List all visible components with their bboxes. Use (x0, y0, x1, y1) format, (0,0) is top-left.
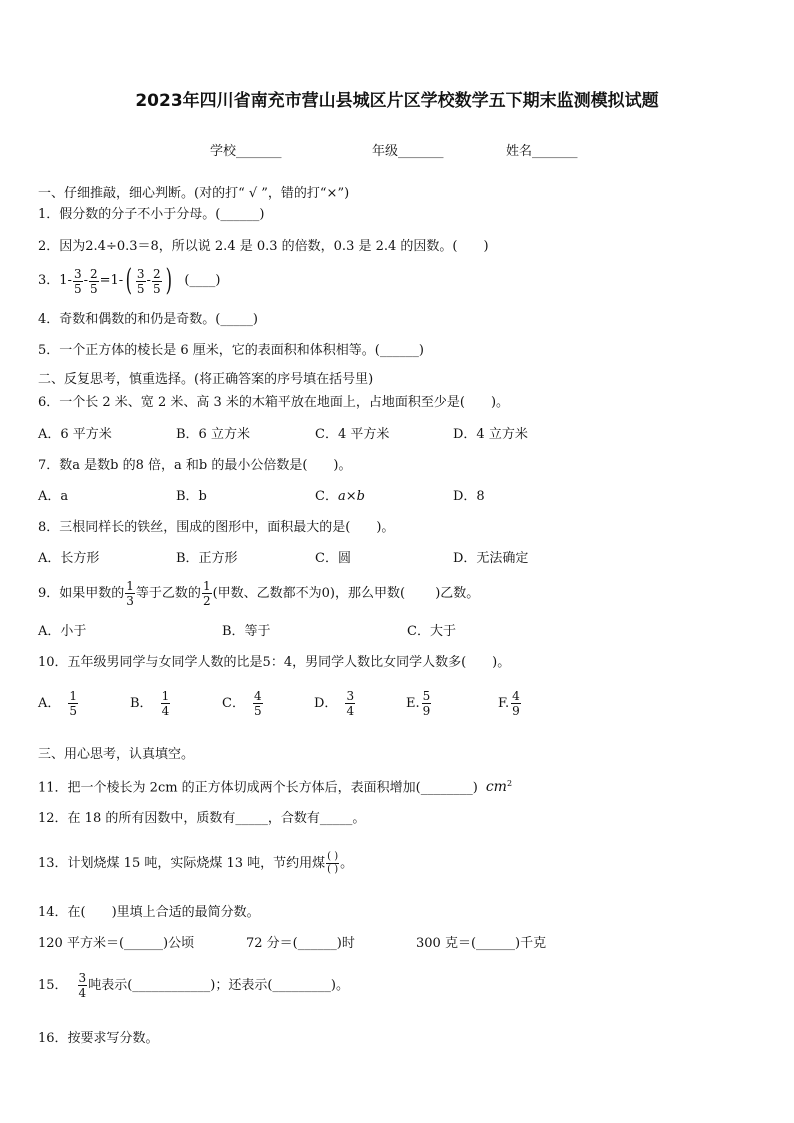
q10-option-e: E. $\frac{5}{9}$ (406, 689, 431, 718)
q3-right-paren: ) (165, 263, 172, 298)
q7-option-d: D．8 (453, 489, 485, 504)
q7-option-b: B．b (176, 489, 207, 504)
q3-fraction-2: $\frac{2}{5}$ (89, 266, 98, 296)
q14-item-3: 300 克＝(______)千克 (416, 936, 547, 951)
grade-blank: _______ (398, 144, 444, 159)
q3-answer: (____) (184, 273, 221, 288)
q15-text: 吨表示(____________)；还表示(_________)。 (88, 977, 349, 993)
q10-f-fraction: $\frac{4}{9}$ (512, 689, 520, 718)
q8-option-c: C．圆 (315, 551, 351, 566)
q3-fraction-1: $\frac{3}{5}$ (73, 266, 82, 296)
q7-option-a: A．a (38, 489, 69, 504)
q11-text: 11．把一个棱长为 2cm 的正方体切成两个长方体后，表面积增加(________) (38, 780, 478, 796)
q10-option-d: D． $\frac{3}{4}$ (314, 689, 355, 718)
question-8: 8．三根同样长的铁丝，围成的图形中，面积最大的是( )。 (38, 520, 395, 535)
question-9 (38, 580, 479, 607)
q8-option-a: A．长方形 (38, 551, 100, 566)
question-5: 5．一个正方体的棱长是 6 厘米，它的表面积和体积相等。(______) (38, 343, 424, 358)
q3-minus-1: - (83, 273, 88, 288)
q13-fraction: $\frac{( )}{( )}$ (327, 851, 339, 875)
question-11 (38, 775, 512, 797)
section2-heading: 二、反复思考，慎重选择。(将正确答案的序号填在括号里) (38, 372, 374, 387)
question-16: 16．按要求写分数。 (38, 1031, 159, 1046)
question-6: 6．一个长 2 米、宽 2 米、高 3 米的木箱平放在地面上，占地面积至少是( )。 (38, 395, 510, 410)
q10-b-fraction: $\frac{1}{4}$ (161, 689, 170, 718)
q3-minus-2: - (146, 273, 151, 288)
q8-option-b: B．正方形 (176, 551, 238, 566)
q9-option-a: A．小于 (38, 624, 87, 639)
q3-mid: =1- (99, 273, 124, 288)
school-field (210, 140, 282, 159)
q10-option-c: C． $\frac{4}{5}$ (222, 689, 262, 718)
q11-unit: cm (485, 779, 507, 796)
q10-option-b: B． $\frac{1}{4}$ (130, 689, 170, 718)
q11-unit-exponent: 2 (506, 779, 513, 788)
q6-option-a: A．6 平方米 (38, 427, 112, 442)
school-label: 学校 (210, 144, 237, 159)
question-13 (38, 852, 353, 875)
question-12: 12．在 18 的所有因数中，质数有_____，合数有_____。 (38, 811, 366, 826)
page-title: 2023年四川省南充市营山县城区片区学校数学五下期末监测模拟试题 (135, 91, 659, 111)
q3-left-paren: ( (125, 263, 133, 298)
section3-heading: 三、用心思考，认真填空。 (38, 747, 195, 762)
question-3 (38, 263, 221, 298)
question-2: 2．因为2.4÷0.3＝8，所以说 2.4 是 0.3 的倍数，0.3 是 2.4 的因数。( ) (38, 239, 489, 254)
q9-fraction-2: $\frac{1}{2}$ (202, 579, 211, 608)
q14-item-1: 120 平方米＝(______)公顷 (38, 936, 195, 951)
q3-fraction-4: $\frac{2}{5}$ (152, 266, 161, 296)
question-14: 14．在( )里填上合适的最简分数。 (38, 905, 260, 920)
q10-option-a: A． $\frac{1}{5}$ (38, 689, 78, 718)
q8-option-d: D．无法确定 (453, 551, 529, 566)
grade-label: 年级 (372, 144, 399, 159)
q9-option-c: C．大于 (407, 624, 456, 639)
q15-number: 15． (38, 977, 68, 993)
q9-option-b: B．等于 (222, 624, 271, 639)
school-blank: _______ (236, 144, 282, 159)
q9-text-a: 9．如果甲数的 (38, 585, 125, 601)
grade-field (372, 140, 444, 159)
section1-heading: 一、仔细推敲，细心判断。(对的打“ √ ”，错的打“×”) (38, 186, 350, 201)
q7-option-c-expr: a×b (337, 489, 365, 504)
q13-text: 13．计划烧煤 15 吨，实际烧煤 13 吨，节约用煤 (38, 855, 326, 871)
q9-text-b: 等于乙数的 (135, 585, 201, 601)
q10-c-fraction: $\frac{4}{5}$ (253, 689, 262, 718)
name-field (506, 140, 578, 159)
q6-option-b: B．6 立方米 (176, 427, 250, 442)
question-10: 10．五年级男同学与女同学人数的比是5：4，男同学人数比女同学人数多( )。 (38, 655, 511, 670)
q10-d-fraction: $\frac{3}{4}$ (346, 689, 355, 718)
q15-fraction: $\frac{3}{4}$ (78, 971, 87, 1000)
q6-option-c: C．4 平方米 (315, 427, 390, 442)
question-7: 7．数a 是数b 的8 倍，a 和b 的最小公倍数是( )。 (38, 458, 352, 473)
name-label: 姓名 (506, 144, 533, 159)
q3-fraction-3: $\frac{3}{5}$ (136, 266, 145, 296)
question-1: 1．假分数的分子不小于分母。(______) (38, 207, 265, 222)
q10-option-f: F. $\frac{4}{9}$ (498, 689, 520, 718)
name-blank: _______ (532, 144, 578, 159)
q3-prefix: 3．1- (38, 273, 72, 288)
q10-e-fraction: $\frac{5}{9}$ (422, 689, 431, 718)
q7-option-c: C．a×b (315, 489, 365, 504)
q13-end: 。 (340, 855, 354, 871)
q9-text-c: (甲数、乙数都不为0)，那么甲数( )乙数。 (212, 585, 480, 601)
q14-item-2: 72 分＝(______)时 (246, 936, 355, 951)
q10-a-fraction: $\frac{1}{5}$ (69, 689, 78, 718)
question-4: 4．奇数和偶数的和仍是奇数。(_____) (38, 312, 258, 327)
q9-fraction-1: $\frac{1}{3}$ (126, 579, 134, 608)
q6-option-d: D．4 立方米 (453, 427, 528, 442)
question-15 (38, 972, 349, 999)
